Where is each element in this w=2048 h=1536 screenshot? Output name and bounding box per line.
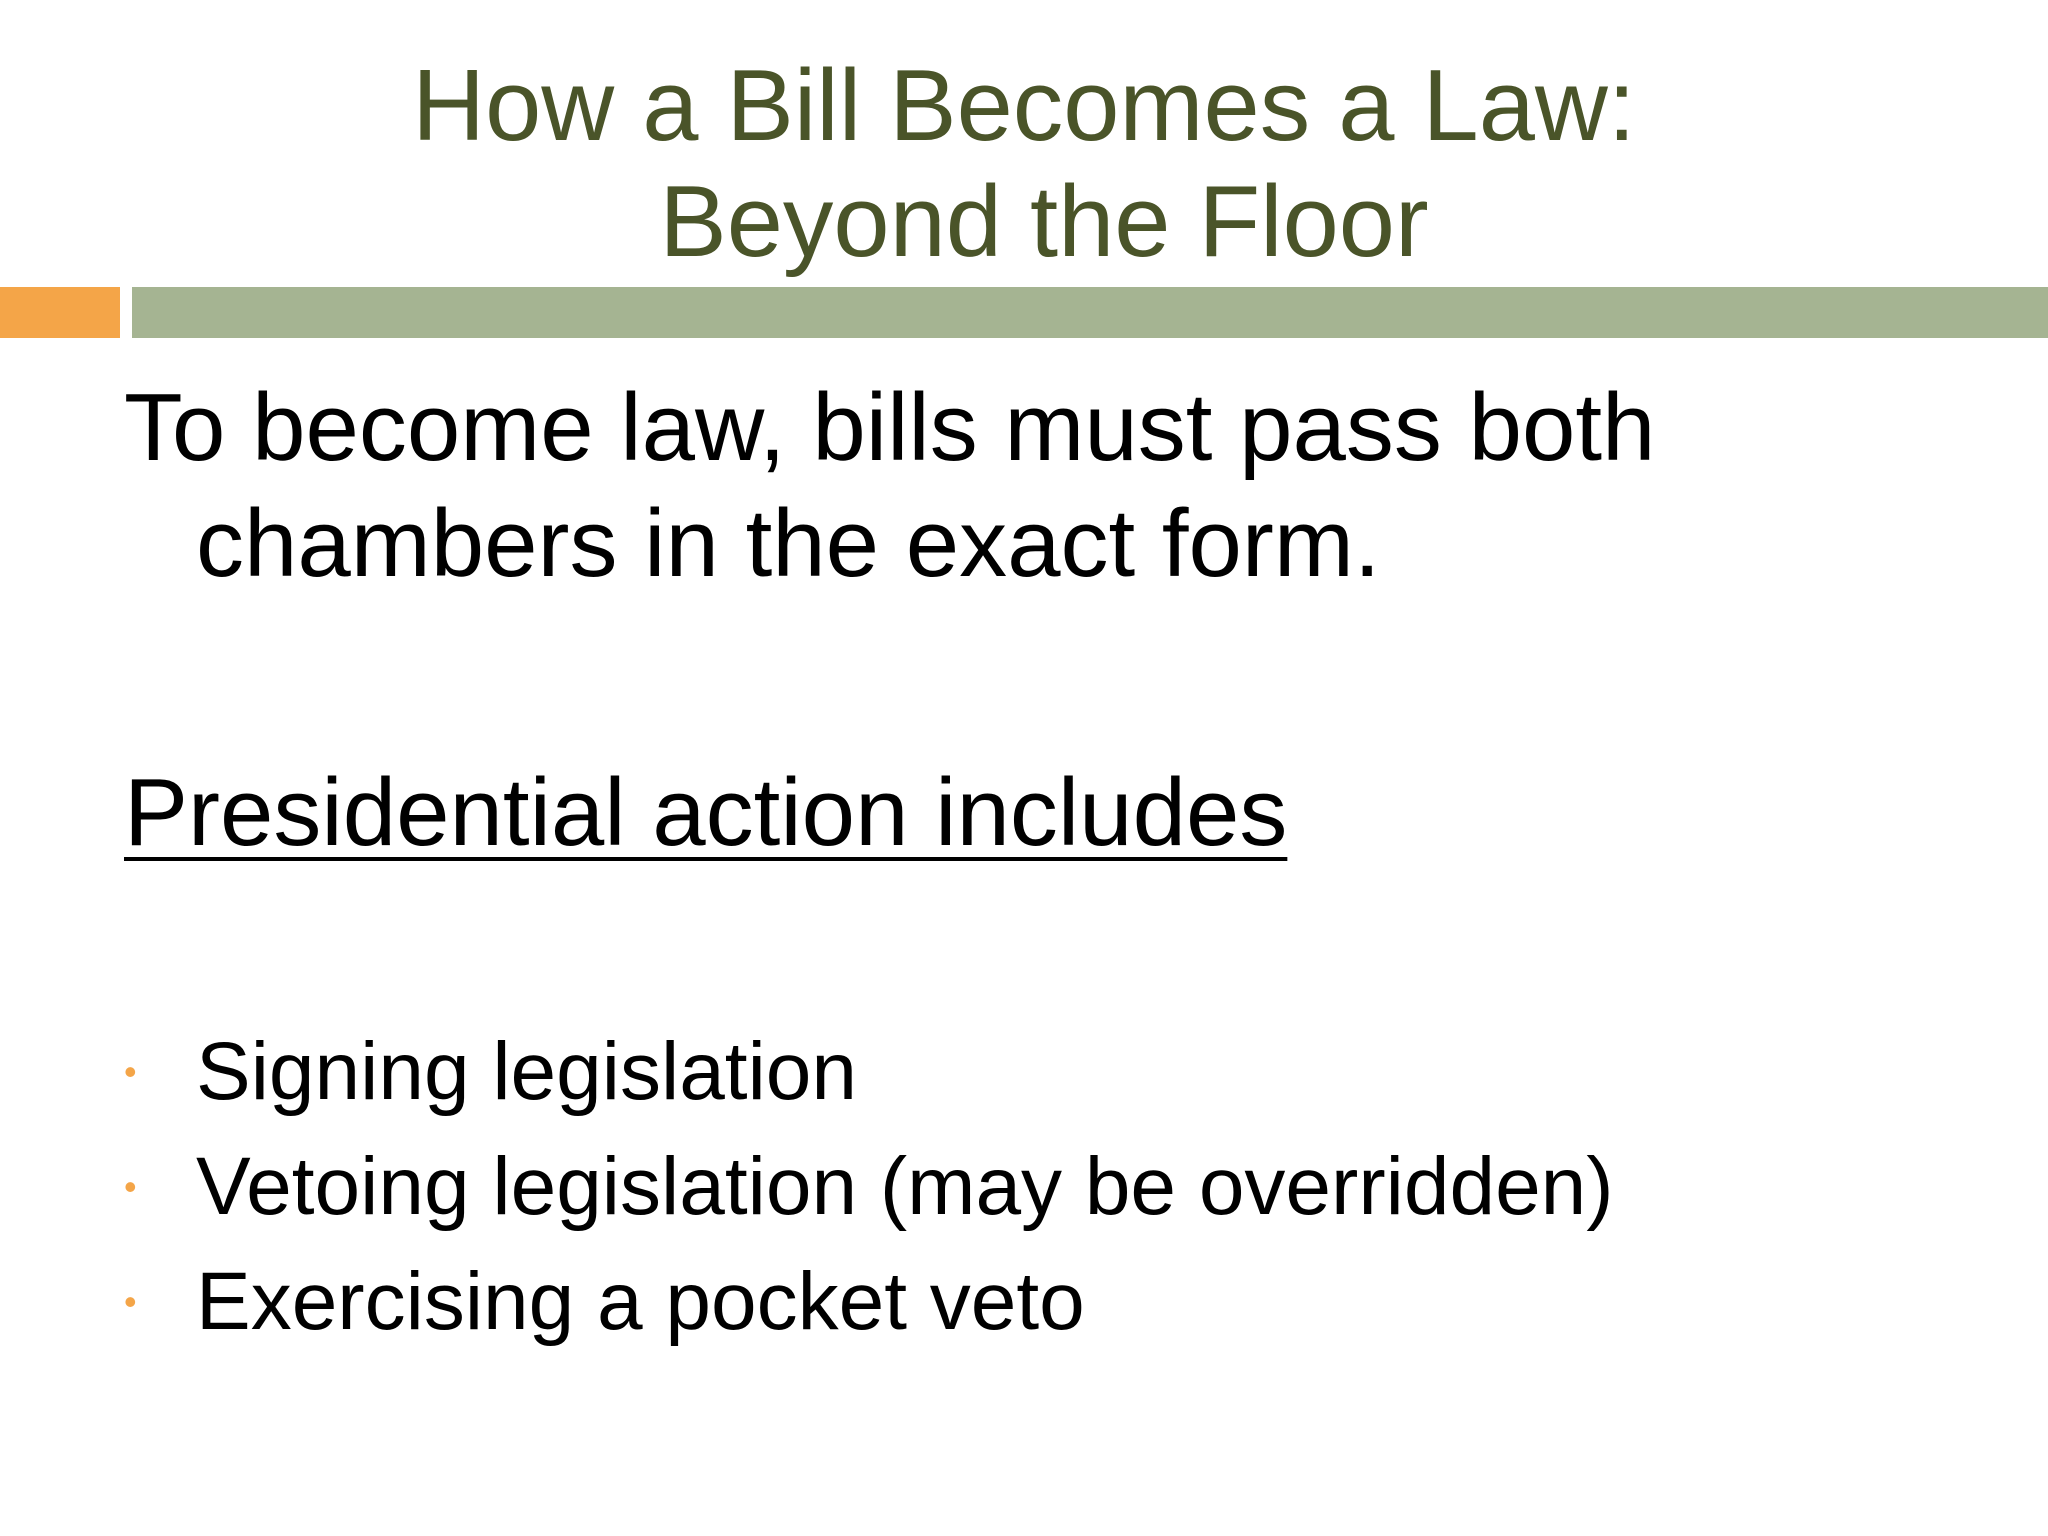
bullet-text: Signing legislation: [196, 1026, 858, 1117]
list-item: [124, 1014, 1984, 1129]
bullet-text: Vetoing legislation (may be overridden): [196, 1141, 1614, 1232]
intro-paragraph: To become law, bills must pass both chambers in the exact form.: [124, 374, 1656, 597]
orange-accent-bar: [0, 287, 120, 338]
bullet-text: Exercising a pocket veto: [196, 1256, 1085, 1347]
slide-title-line-1: How a Bill Becomes a Law:: [412, 50, 1636, 162]
slide-title: [0, 48, 2048, 280]
bullet-dot-icon: •: [124, 1281, 137, 1322]
presidential-action-list: [124, 1014, 1984, 1359]
presidential-action-heading: Presidential action includes: [124, 759, 1288, 866]
bullet-dot-icon: •: [124, 1051, 137, 1092]
list-item: [124, 1129, 1984, 1244]
slide-title-line-2: Beyond the Floor: [659, 166, 1429, 278]
list-item: [124, 1244, 1984, 1359]
green-divider-bar: [132, 287, 2048, 338]
bullet-dot-icon: •: [124, 1166, 137, 1207]
